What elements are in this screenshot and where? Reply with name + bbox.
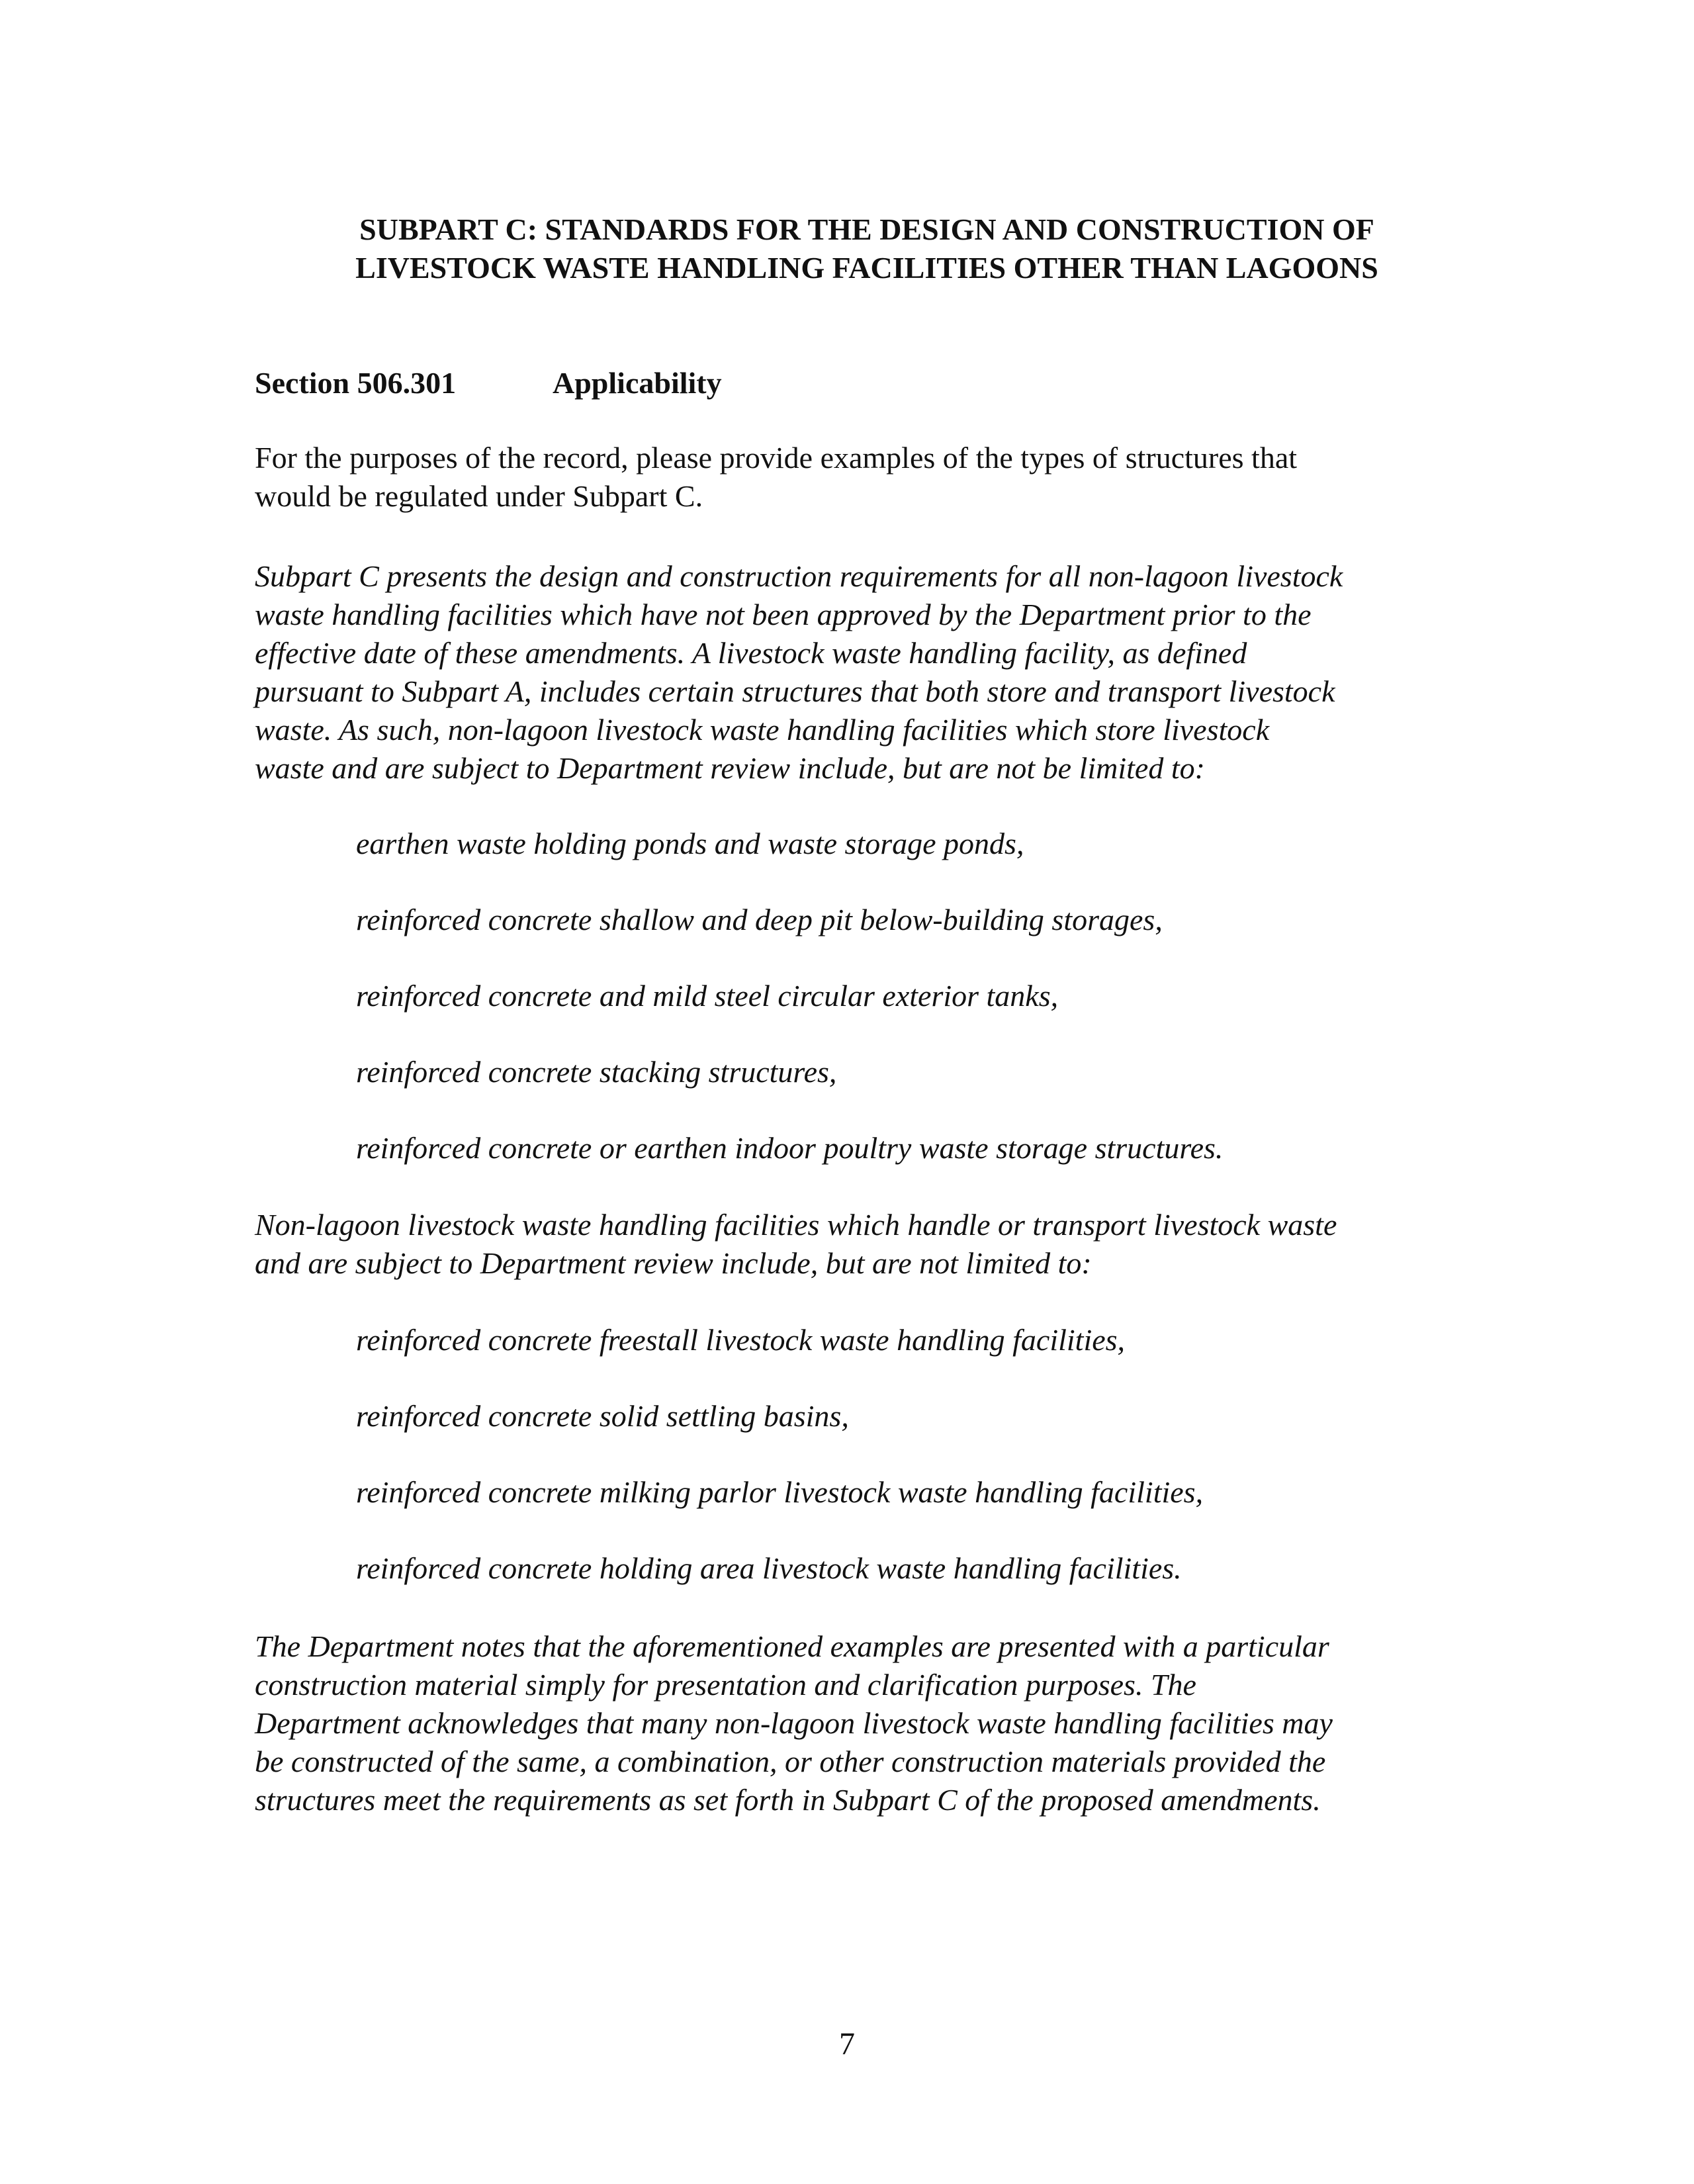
- response-line: and are subject to Department review include, but are not limited to:: [255, 1246, 1092, 1280]
- list-item: reinforced concrete freestall livestock waste handling facilities,: [356, 1323, 1126, 1357]
- response-line: construction material simply for presentation and clarification purposes. The: [255, 1668, 1196, 1702]
- list-item: reinforced concrete or earthen indoor poultry waste storage structures.: [356, 1131, 1224, 1165]
- response-line: effective date of these amendments. A livestock waste handling facility, as defined: [255, 636, 1247, 670]
- response-line: waste handling facilities which have not been approved by the Department prior to the: [255, 598, 1312, 631]
- response-line: pursuant to Subpart A, includes certain structures that both store and transport livestock: [255, 674, 1335, 708]
- list-item: reinforced concrete shallow and deep pit below-building storages,: [356, 903, 1163, 936]
- response-paragraph-2: [255, 1206, 1466, 1283]
- list-item: reinforced concrete milking parlor livestock waste handling facilities,: [356, 1475, 1204, 1509]
- response-line: Department acknowledges that many non-lagoon livestock waste handling facilities may: [255, 1706, 1333, 1740]
- question-line: would be regulated under Subpart C.: [255, 479, 703, 513]
- section-heading: [255, 364, 722, 402]
- subpart-heading: [285, 210, 1449, 287]
- response-paragraph-3: [255, 1627, 1466, 1819]
- question-paragraph: [255, 439, 1466, 516]
- list-item: reinforced concrete stacking structures,: [356, 1055, 837, 1089]
- response-line: Subpart C presents the design and construction requirements for all non-lagoon livestock: [255, 559, 1343, 593]
- list-item: reinforced concrete holding area livestock waste handling facilities.: [356, 1551, 1182, 1585]
- section-title: Applicability: [553, 366, 722, 400]
- heading-line-2: LIVESTOCK WASTE HANDLING FACILITIES OTHER THAN LAGOONS: [355, 251, 1378, 285]
- section-number: Section 506.301: [255, 366, 457, 400]
- response-line: The Department notes that the aforementioned examples are presented with a particular: [255, 1629, 1329, 1663]
- list-item: earthen waste holding ponds and waste storage ponds,: [356, 827, 1024, 860]
- response-line: waste and are subject to Department review include, but are not be limited to:: [255, 751, 1205, 785]
- heading-line-1: SUBPART C: STANDARDS FOR THE DESIGN AND CONSTRUCTION OF: [359, 212, 1374, 246]
- response-line: be constructed of the same, a combination, or other construction materials provided the: [255, 1745, 1326, 1778]
- list-item: reinforced concrete solid settling basins,: [356, 1399, 849, 1433]
- response-line: structures meet the requirements as set forth in Subpart C of the proposed amendments.: [255, 1783, 1321, 1817]
- question-line: For the purposes of the record, please provide examples of the types of structures that: [255, 441, 1298, 475]
- list-item: reinforced concrete and mild steel circular exterior tanks,: [356, 979, 1059, 1013]
- response-line: Non-lagoon livestock waste handling facilities which handle or transport livestock waste: [255, 1208, 1337, 1242]
- page-number: 7: [839, 2026, 855, 2062]
- response-paragraph-1: [255, 557, 1466, 788]
- response-line: waste. As such, non-lagoon livestock waste handling facilities which store livestock: [255, 713, 1270, 747]
